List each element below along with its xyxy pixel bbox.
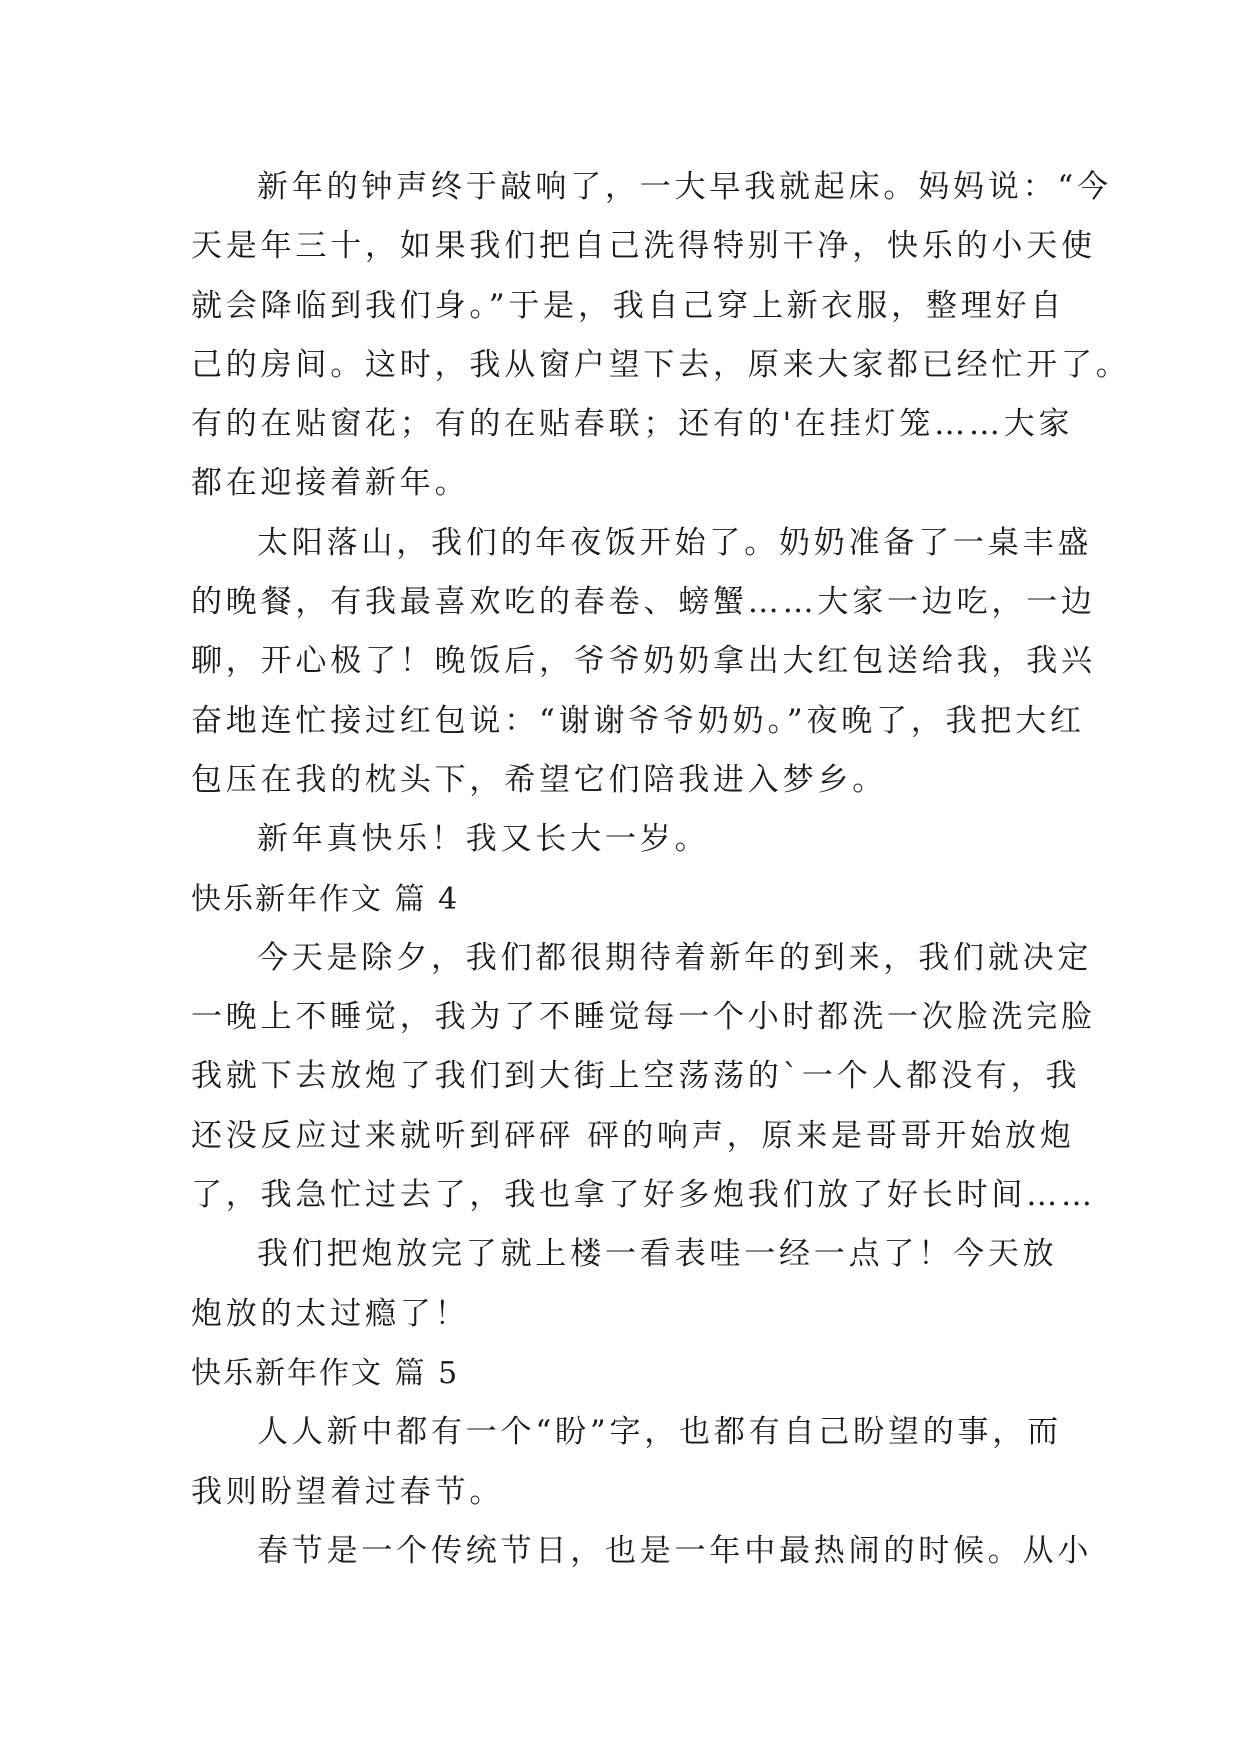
paragraph-line: 都在迎接着新年。 (191, 465, 470, 502)
paragraph-line: 春节是一个传统节日，也是一年中最热闹的时候。从小 (257, 1532, 1093, 1569)
paragraph-line: 新年真快乐！我又长大一岁。 (257, 821, 710, 858)
section-heading: 快乐新年作文 篇 4 (191, 881, 460, 917)
paragraph-line: 的晚餐，有我最喜欢吃的春卷、螃蟹……大家一边吃，一边 (191, 584, 1096, 621)
paragraph-line: 太阳落山，我们的年夜饭开始了。奶奶准备了一桌丰盛 (257, 524, 1093, 561)
paragraph-line: 炮放的太过瘾了！ (191, 1295, 470, 1332)
paragraph-line: 新年的钟声终于敲响了，一大早我就起床。妈妈说：“今 (257, 169, 1112, 205)
paragraph-line: 还没反应过来就听到砰砰 砰的响声，原来是哥哥开始放炮 (191, 1117, 1075, 1154)
paragraph-line: 我们把炮放完了就上楼一看表哇一经一点了！今天放 (257, 1236, 1058, 1273)
paragraph-line: 一晚上不睡觉，我为了不睡觉每一个小时都洗一次脸洗完脸 (191, 999, 1096, 1036)
paragraph-line: 天是年三十，如果我们把自己洗得特别干净，快乐的小天使 (191, 228, 1096, 265)
paragraph-line: 聊，开心极了！晚饭后，爷爷奶奶拿出大红包送给我，我兴 (191, 643, 1096, 680)
paragraph-line: 有的在贴窗花；有的在贴春联；还有的'在挂灯笼……大家 (191, 406, 1074, 443)
paragraph-line: 己的房间。这时，我从窗户望下去，原来大家都已经忙开了。 (191, 346, 1131, 383)
document-page (191, 158, 1131, 1581)
section-heading: 快乐新年作文 篇 5 (191, 1355, 460, 1391)
paragraph-line: 人人新中都有一个“盼”字，也都有自己盼望的事，而 (257, 1414, 1062, 1451)
paragraph-line: 我就下去放炮了我们到大街上空荡荡的`一个人都没有，我 (191, 1058, 1081, 1095)
paragraph-line: 我则盼望着过春节。 (191, 1473, 505, 1510)
paragraph-line: 了，我急忙过去了，我也拿了好多炮我们放了好长时间…… (191, 1177, 1096, 1214)
paragraph-line: 今天是除夕，我们都很期待着新年的到来，我们就决定 (257, 939, 1093, 976)
paragraph-line: 奋地连忙接过红包说：“谢谢爷爷奶奶。”夜晚了，我把大红 (191, 702, 1085, 739)
paragraph-line: 包压在我的枕头下，希望它们陪我进入梦乡。 (191, 761, 887, 798)
paragraph-line: 就会降临到我们身。”于是，我自己穿上新衣服，整理好自 (191, 287, 1066, 324)
